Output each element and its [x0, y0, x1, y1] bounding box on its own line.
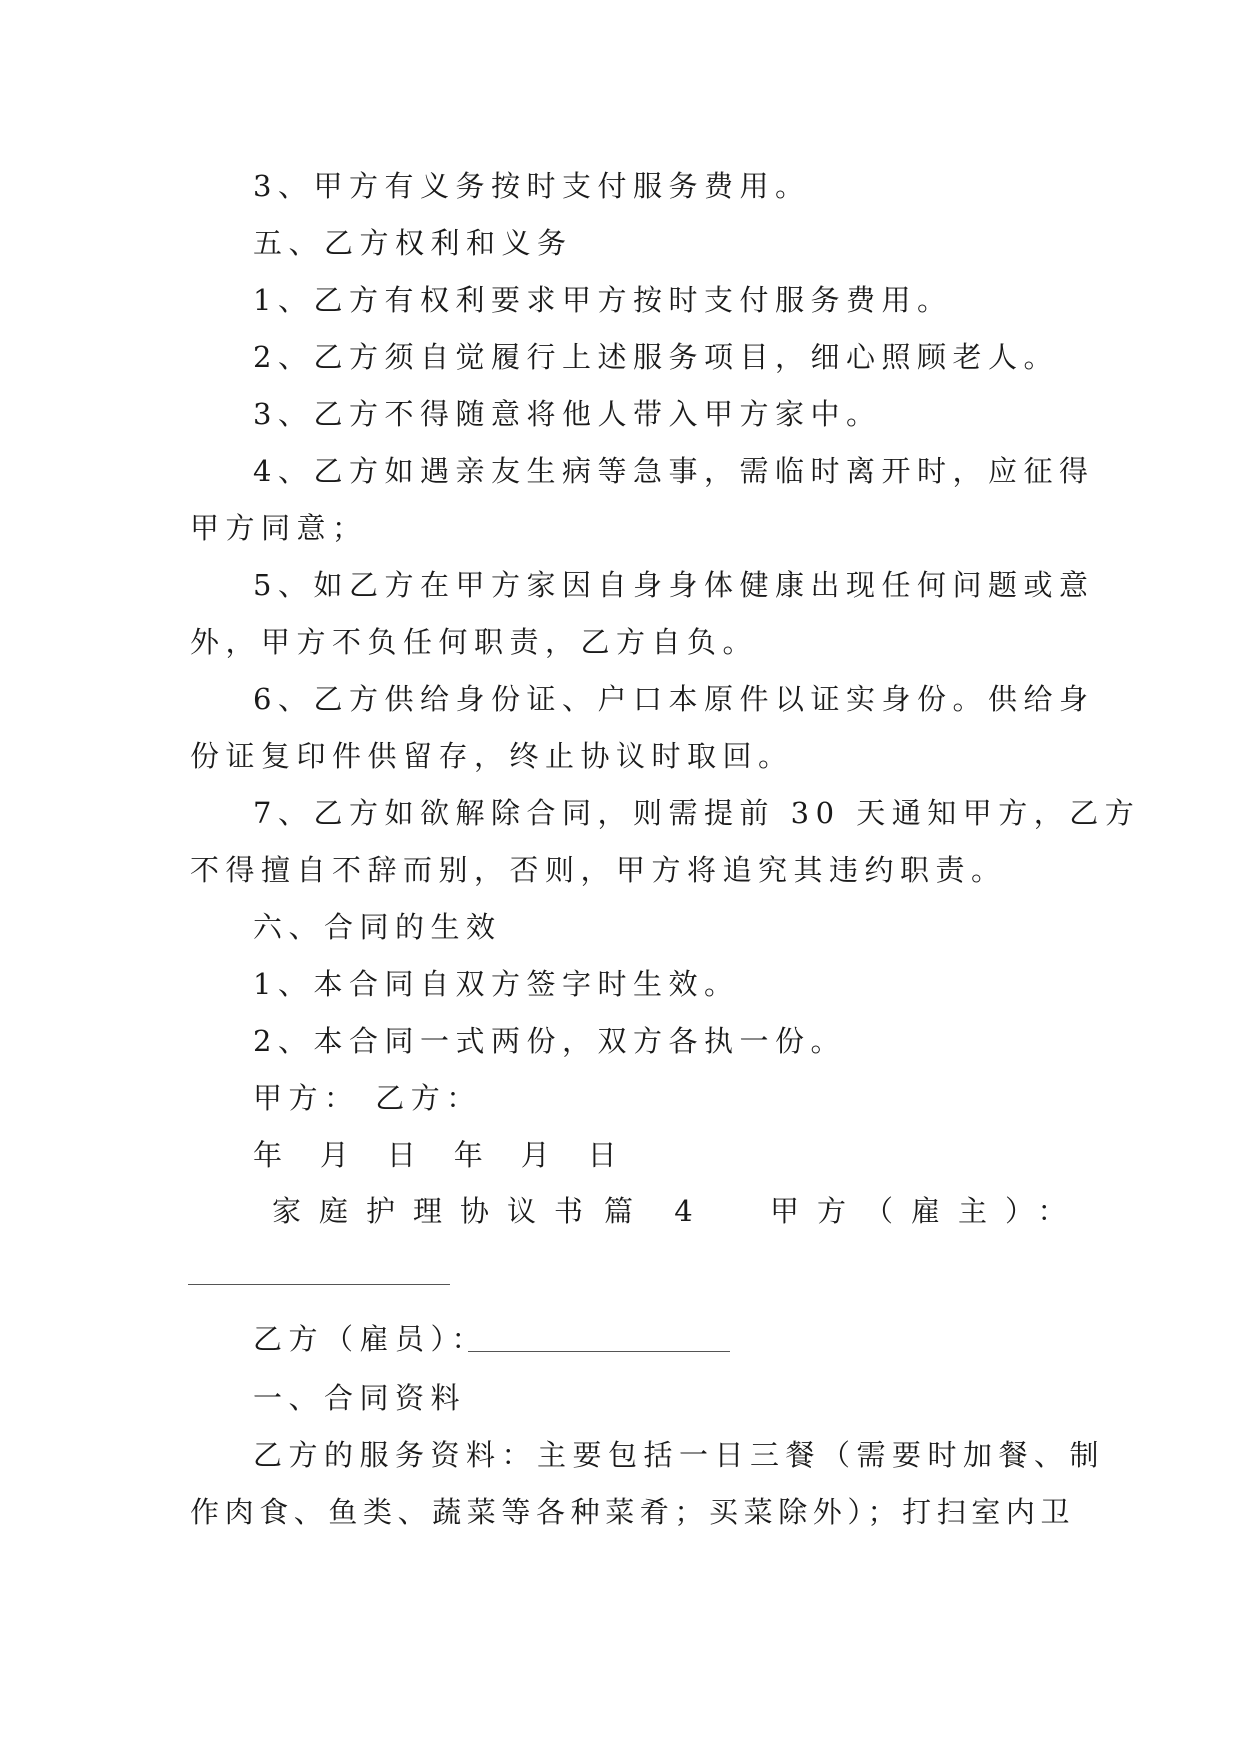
text-line: 2、乙方须自觉履行上述服务项目，细心照顾老人。 [253, 340, 1059, 374]
text-line: 4、乙方如遇亲友生病等急事，需临时离开时，应征得 [253, 454, 1095, 488]
part-heading-title: 家庭护理协议书 [272, 1194, 602, 1228]
party-a-label: 甲方（雇主）： [770, 1194, 1085, 1228]
text-line: 乙方的服务资料：主要包括一日三餐（需要时加餐、制 [253, 1438, 1106, 1472]
text-line: 不得擅自不辞而别，否则，甲方将追究其违约职责。 [190, 853, 1007, 887]
party-b-label: 乙方（雇员）： [253, 1322, 488, 1356]
text-line: 份证复印件供留存，终止协议时取回。 [190, 739, 794, 773]
text-line: 作肉食、鱼类、蔬菜等各种菜肴；买菜除外）；打扫室内卫 [190, 1495, 1076, 1529]
text-line: 外，甲方不负任何职责，乙方自负。 [190, 625, 759, 659]
text-line: 3、乙方不得随意将他人带入甲方家中。 [253, 397, 882, 431]
text-line: 7、乙方如欲解除合同，则需提前 30 天通知甲方，乙方 [253, 796, 1141, 830]
text-line: 2、本合同一式两份，双方各执一份。 [253, 1024, 846, 1058]
section-heading: 六、合同的生效 [253, 910, 502, 944]
text-line: 3、甲方有义务按时支付服务费用。 [253, 169, 811, 203]
party-b-blank [468, 1351, 730, 1352]
part-heading-number: 篇 4 [604, 1194, 709, 1228]
text-line: 6、乙方供给身份证、户口本原件以证实身份。供给身 [253, 682, 1095, 716]
signature-dates: 年 月 日 年 月 日 [253, 1138, 624, 1172]
text-line: 甲方同意； [190, 511, 368, 545]
text-line: 1、乙方有权利要求甲方按时支付服务费用。 [253, 283, 953, 317]
text-line: 5、如乙方在甲方家因自身身体健康出现任何问题或意 [253, 568, 1095, 602]
text-line: 1、本合同自双方签字时生效。 [253, 967, 740, 1001]
signature-parties: 甲方： 乙方： [253, 1081, 482, 1115]
section-heading: 一、合同资料 [253, 1381, 467, 1415]
party-a-blank [188, 1284, 450, 1285]
section-heading: 五、乙方权利和义务 [253, 226, 573, 260]
